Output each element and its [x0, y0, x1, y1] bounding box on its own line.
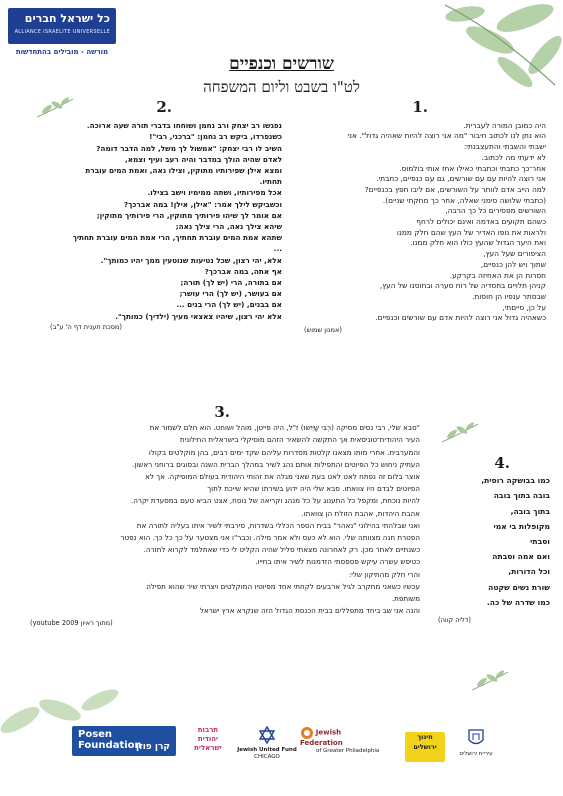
juf-logo: [236, 726, 298, 761]
section-4-line: מקופלות בי אמי: [493, 521, 550, 531]
leaves-top-right-decoration: [405, 0, 563, 100]
section-1-line: ואת היער הגדול שהעץ כולו הוא חלק ממנו.: [410, 238, 546, 248]
section-2-line: אף אתה, במה אברכך?: [204, 266, 282, 276]
section-3-line: להיות נוכחת, ומקפל כל התענוג על כל מנהג וקריאה של נוסח, אצט הביא טעם במסעדת יקרה.: [130, 496, 420, 506]
section-1-line: למה הייב אדם לוותר על השורשים, אם ליבו חפץ בכנפיים?: [364, 184, 546, 194]
section-2-line: אם בבנים, (יש לך) הרי בנים ...: [176, 300, 282, 310]
section-1-line: כשהם תקועים באדמה ואינם יכולים לרחף: [416, 217, 546, 227]
section-3-line: אהבת היהדות, אהבת הזולת הן צוואתו.: [301, 508, 420, 518]
section-4-line: כמו שדרה של כה.: [486, 597, 550, 607]
section-3-line: "סבא שלי, רבי נסים מסיקה (רְבִּי שָׁיֵיִשּׁוּ) ז"ל, היה פייטן, מוהל ושוחט. הוא חלם לשמור את: [149, 423, 420, 433]
section-2-line: שתהא אמת המים עוברת תחתיך, הרי אמת המים עוברת תחתיך: [72, 233, 282, 243]
section-4-line: וכל הדורות,: [508, 567, 550, 577]
section-2: [20, 98, 282, 333]
federation-emblem-icon: [300, 726, 314, 740]
section-3: [20, 403, 420, 630]
section-2-line: אלא יהי רצון, שיהיו צאצאי מעיך (ילדיך) כמותך".: [115, 311, 282, 321]
section-1-number: .1: [412, 98, 428, 116]
municipality-name: עיריית ירושלים: [459, 751, 493, 757]
section-4-citation: (דליה קווה): [438, 616, 471, 625]
section-3-citation: (מתוך ראיון 2009 youtube): [30, 619, 113, 628]
section-3-line: העתיק ניחוש כל הפיוטים והתפילות אותם נהג לשיר במהלך הברית השנה ובסוגים ברוחני ראשון.: [132, 459, 420, 469]
section-1-line: הוא נתן לנו לכתוב חיבור "מה אני רוצה להיות שאהיה גדול". אני: [347, 131, 546, 141]
section-2-citation: (מסכת תענית דף ה' ע"ב): [50, 322, 122, 331]
section-1-line: ישבתי והשבתי והתעצבנתי:: [463, 142, 546, 152]
section-1-line: ולראות את נופו האדיר של העץ שהם חלק ממנו: [396, 227, 546, 237]
section-3-line: והנה אני שב ביחד מתפללים בבית הכנסת הגדול הזה שנקרא ארץ ישראל: [199, 606, 420, 616]
federation-region: of Greater Philadelphia: [316, 748, 380, 754]
section-4-line: בתוך בובה,: [510, 506, 550, 516]
page-subtitle: לט"ו בשבט וליום המשפחה: [203, 78, 360, 96]
section-3-line: משותפת.: [391, 594, 420, 604]
jewish-federation-logo: [300, 726, 382, 755]
section-3-line: העיר היהודית־טוניסאית אך התקשה להשאיר הזהם מוסיקלי בישראלית החילונית: [179, 435, 420, 445]
jerusalem-municipality-logo: [454, 728, 498, 758]
section-1-line: הציפורים שעל העץ,: [483, 249, 546, 259]
organization-logo: [8, 8, 116, 44]
section-4-line: וסבתי: [530, 537, 550, 547]
logo-subtitle: ALLIANCE ISRAELITE UNIVERSELLE: [14, 29, 110, 35]
section-1-line: קניהן תלויים בחסדיה של רוח סערה ובחוסנו של העץ,: [379, 281, 546, 291]
section-1-line: לא ידעתי מה לכתוב.: [481, 152, 546, 162]
section-3-line: כטיפש עשרה עיקש פספסתי הזדמנות לשיר איתו בחייו.: [255, 557, 420, 567]
posen-name-en: Posen Foundation: [78, 729, 142, 751]
section-3-line: הפיוטים לבדם היו צוואתו. סבא שלי היה ידוע בשירתו שהיא שייכת לתוך: [207, 484, 420, 494]
section-4-number: .4: [494, 454, 510, 472]
section-3-line: אוצר בלום זה נפתח לאט לאט בעת שאני מגלה את זהותי היהודית בעולם המוסיקה. אך לא: [145, 472, 420, 482]
jewish-culture-logo: תרבות יהודית ישראלית: [194, 726, 222, 752]
section-2-line: אם בעושר, (יש לך) הרי עושר;: [179, 289, 282, 299]
section-3-line: עכשיו כשאני מתקרב לגיל ארבעים לקחתי אחד מפיוטיו המוקלטים ויצרתי שיר שהוא תפילה: [146, 581, 420, 591]
municipality-emblem-icon: [467, 728, 485, 748]
section-1-line: אני רוצה להיות עם עם שורשים, גם עם כנפיים, כתבתי.: [376, 174, 546, 184]
jerusalem-education-logo: חינוך ירושלים: [405, 732, 445, 762]
section-2-line: תחתיו.: [259, 177, 282, 187]
section-1-citation: (אמנון שמוש): [304, 326, 342, 335]
section-1-line: היה כמובן המורה לעברית.: [463, 120, 546, 130]
section-1: [300, 98, 546, 336]
section-1-line: חסרות הן את האחיזה בקרקע.: [449, 270, 546, 280]
section-4: [430, 454, 550, 628]
section-3-line: כשנתיים לאחר מכן. רק לאחרונה מצאתי סליל שהיה הקליט לי כדי שאתלמד לקרוא לתורה.: [143, 545, 420, 555]
posen-name-he: קרן פוזן: [136, 742, 170, 752]
leaf-sprig-right: [440, 420, 480, 446]
section-3-number: .3: [214, 403, 230, 421]
section-3-line: הפטרת חנה מצוותה שלי. הוא לא כעס ולא אמר מילה. וכבר"ו אני מצטער על כך כל כך. הוא נפטר: [120, 533, 420, 543]
section-4-line: כמו בבושקה רוסית,: [481, 476, 550, 486]
section-2-line: אם בתורה, הרי (יש לך) תורה;: [180, 278, 282, 288]
section-2-line: לאדם שהיה הולך במדבר והיה רעב ועיף וצמא,: [124, 154, 282, 164]
section-2-line: אכל מפירותיו, ושתה ממימיו וישב בצילו.: [147, 188, 282, 198]
section-2-line: כשנפרדו, ביקש רב נחמן: "ברכני, רבי"!: [149, 132, 282, 142]
section-2-line: שיהא צילך נאה, הרי צילך נאה;: [175, 222, 282, 232]
section-2-line: וכשביקש לילך אמר: "אילן, אילן! במה אברכך?: [123, 199, 282, 209]
section-4-line: שורת נשים שקטה: [488, 582, 550, 592]
section-1-line: (כתבתי שלושה סימני שאלה, אחר כך מחקתי שניים).: [382, 195, 546, 205]
posen-foundation-logo: [72, 726, 176, 756]
section-3-line: והמערבית. אחרי מותו מצאנו קלטות מסדרות עליהם שקד ימים רבים, בהן מוקלטים בקולו: [148, 447, 420, 457]
section-2-number: .2: [156, 98, 172, 116]
section-4-line: בובה בתוך בובה: [493, 491, 550, 501]
logo-title: כל ישראל חברים: [24, 12, 110, 25]
section-3-line: ואני שבלהתי בהילוני "נאהר" בבית הספר הכללי בשדרות, סירבתי לשיר איתו בעליה לתורה את: [136, 520, 420, 530]
section-2-line: אם אומר לך שיהו פירותיך מתוקין, הרי פירותיך מתוקין;: [96, 210, 282, 220]
juf-name: Jewish United Fund: [237, 747, 297, 753]
juf-city: CHICAGO: [254, 754, 280, 760]
section-2-line: אלא, יהי רצון, שכל נטיעות שנוטעין ממך יהיו כמותך".: [100, 255, 282, 265]
section-1-line: השורשים מפסירים כל כך הרבה,: [445, 206, 546, 216]
leaf-sprig-bottom-right: [470, 668, 510, 694]
page-title: שורשים וכנפיים: [229, 54, 334, 74]
federation-name: Jewish Federation: [300, 728, 343, 747]
sponsor-footer: [0, 726, 563, 796]
star-of-david-icon: [258, 726, 276, 744]
section-2-line: השיב לו רבי יצחק: "אמשול לך משל, למה הדבר דומה?: [96, 143, 282, 153]
section-3-line: והרי חלק מהתיקון שלי:: [348, 569, 420, 579]
section-1-line: על כן, סייםתי,: [502, 302, 546, 312]
section-2-line: ...: [273, 244, 282, 254]
section-2-line: ומצא אילן שפירותיו מתוקין, וצילו נאה, ואמת המים עוברת: [85, 166, 282, 176]
logo-tagline: מורשה - מובילים בהתחדשות: [15, 48, 109, 56]
section-2-line: נפגשו רב יצחק ורב נחמן ושוחחו בדברי תורה שעה ארוכה.: [86, 121, 282, 131]
section-1-line: כשאהיה גדול אני רוצה להיות אדם עם שורשים וכנפיים.: [375, 313, 546, 323]
section-1-line: שבסתר ענפיו הן חוסות.: [472, 291, 546, 301]
section-1-line: אחר־כך כתבתי וכתבתי כאילו אחז אותי בולמוס.: [399, 163, 546, 173]
section-4-line: ואם אמה וסבתה: [492, 552, 550, 562]
section-1-line: שתוך ויש להן כנפיים,: [480, 259, 546, 269]
